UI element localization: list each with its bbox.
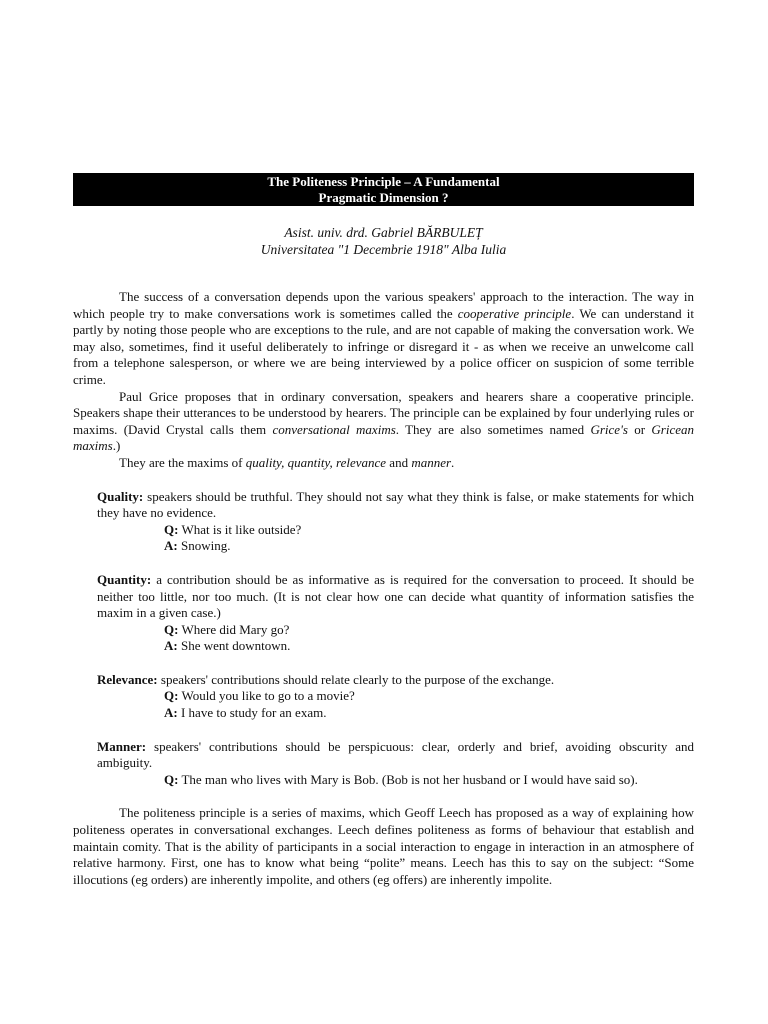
paragraph-2: Paul Grice proposes that in ordinary conversation, speakers and hearers share a cooperative principle. Speakers shape their utterances to be understood by hearers. The principle can be explained by four underlying rules or maxims. (David Crystal calls them conversational maxims. They are also sometimes named Grice's or Gricean maxims.) bbox=[73, 388, 694, 454]
title-line-2: Pragmatic Dimension ? bbox=[318, 190, 449, 205]
author-block bbox=[73, 224, 694, 258]
maxim-quality: Quality: speakers should be truthful. They should not say what they think is false, or make statements for which they have no evidence. Q: What is it like outside? A: Snowing. bbox=[97, 488, 694, 554]
example-question: Q: The man who lives with Mary is Bob. (Bob is not her husband or I would have said so). bbox=[164, 771, 638, 787]
example-question: Q: What is it like outside? bbox=[164, 521, 302, 537]
article-body bbox=[73, 289, 694, 888]
maxim-label: Quality: bbox=[97, 488, 144, 504]
example-answer: A: Snowing. bbox=[164, 538, 231, 554]
title-line-1: The Politeness Principle – A Fundamental bbox=[267, 174, 500, 189]
example-answer: A: She went downtown. bbox=[164, 638, 291, 654]
maxims-list bbox=[97, 489, 694, 789]
paragraph-3: They are the maxims of quality, quantity, relevance and manner. bbox=[119, 454, 455, 470]
author-name: Asist. univ. drd. Gabriel BĂRBULEȚ bbox=[284, 225, 483, 240]
example-answer: A: I have to study for an exam. bbox=[164, 705, 327, 721]
maxim-label: Manner: bbox=[97, 738, 147, 754]
maxim-manner: Manner: speakers' contributions should be perspicuous: clear, orderly and brief, avoiding obscurity and ambiguity. Q: The man who lives with Mary is Bob. (Bob is not her husband or I would have said so). bbox=[97, 738, 694, 787]
maxim-label: Relevance: bbox=[97, 671, 158, 687]
example-question: Q: Would you like to go to a movie? bbox=[164, 688, 355, 704]
title-banner bbox=[73, 173, 694, 206]
author-affiliation: Universitatea "1 Decembrie 1918" Alba Iulia bbox=[260, 242, 507, 257]
paragraph-4: The politeness principle is a series of maxims, which Geoff Leech has proposed as a way of explaining how politeness operates in conversational exchanges. Leech defines politeness as forms of behaviour that establish and maintain comity. That is the ability of participants in a social interaction to engage in interaction in an atmosphere of relative harmony. First, one has to know what being “polite” means. Leech has this to say on the subject: “Some illocutions (eg orders) are inherently impolite, and others (eg offers) are inherently impolite. bbox=[73, 805, 694, 887]
maxim-relevance: Relevance: speakers' contributions should relate clearly to the purpose of the exchange. Q: Would you like to go to a movie? A: I have to study for an exam. bbox=[97, 672, 694, 722]
maxim-label: Quantity: bbox=[97, 571, 152, 587]
maxim-quantity: Quantity: a contribution should be as informative as is required for the conversation to proceed. It should be neither too little, nor too much. (It is not clear how one can decide what quantity of information satisfies the maxim in a given case.) Q: Where did Mary go? A: She went downtown. bbox=[97, 571, 694, 654]
paragraph-1: The success of a conversation depends upon the various speakers' approach to the interaction. The way in which people try to make conversations work is sometimes called the cooperative principle. We can understand it partly by noting those people who are exceptions to the rule, and are not capable of making the conversation work. We may also, sometimes, find it useful deliberately to infringe or disregard it - as when we receive an unwelcome call from a telephone salesperson, or where we are being interviewed by a police officer on suspicion of some terrible crime. bbox=[73, 289, 694, 387]
example-question: Q: Where did Mary go? bbox=[164, 621, 290, 637]
